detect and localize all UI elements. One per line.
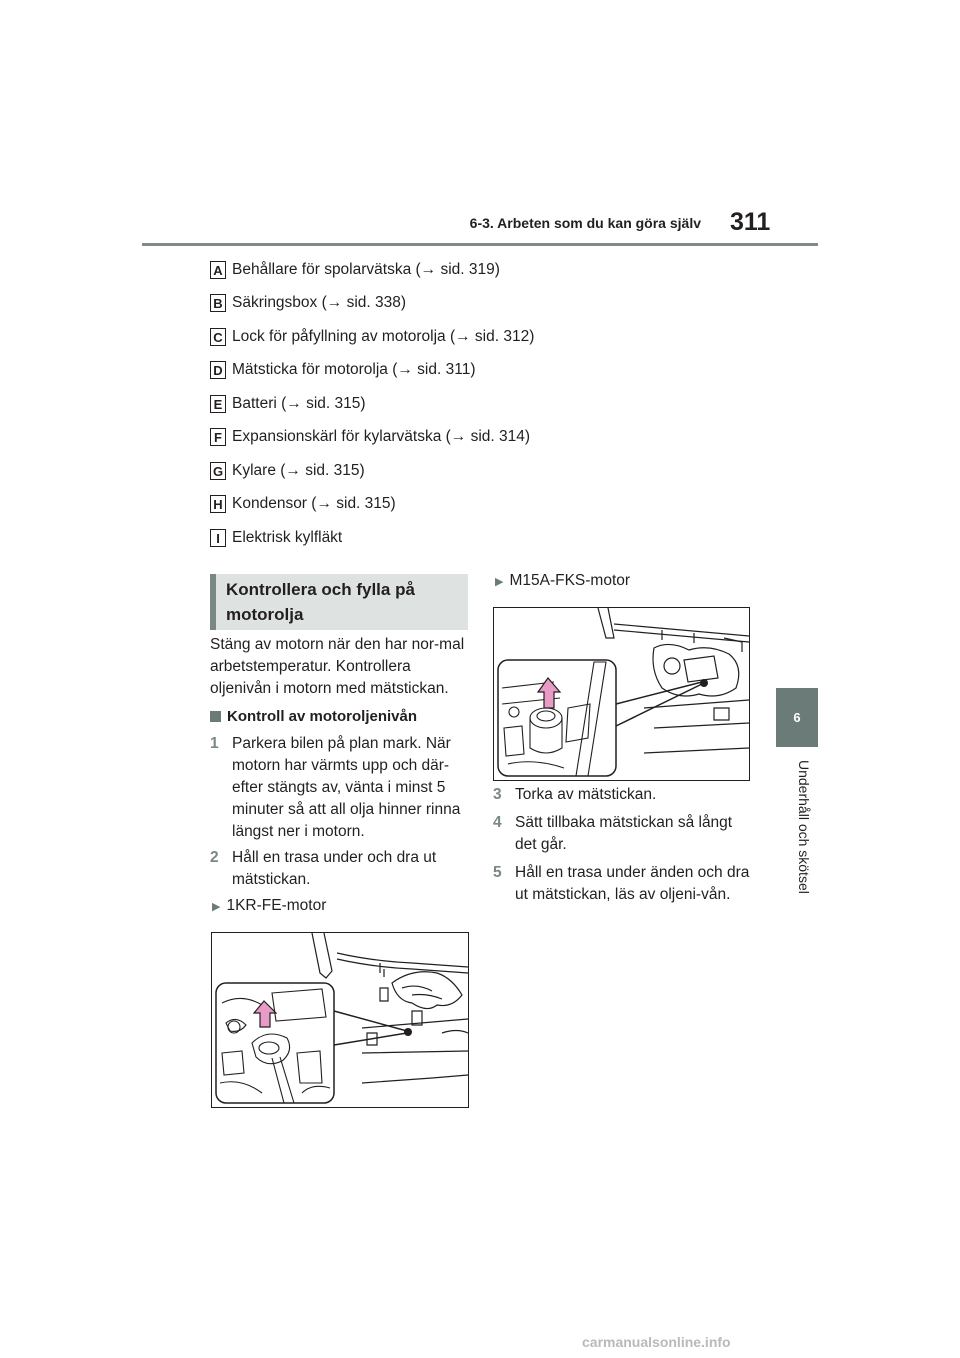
legend-text: Lock för påfyllning av motorolja (→ sid. 312) xyxy=(232,328,535,345)
legend-key: E xyxy=(210,395,226,413)
legend-item-i xyxy=(210,527,342,549)
legend-text: Kylare (→ sid. 315) xyxy=(232,462,365,479)
legend-key: F xyxy=(210,428,226,446)
step-number: 3 xyxy=(493,786,502,803)
legend-item-b xyxy=(210,292,406,314)
legend-key: D xyxy=(210,361,226,379)
legend-item-g xyxy=(210,460,365,482)
legend-text: Kondensor (→ sid. 315) xyxy=(232,495,396,512)
step-text: Parkera bilen på plan mark. När motorn har värmts upp och där-efter stängts av, vänta i minst 5 minuter så att all olja hinner rinna längst ner i motorn. xyxy=(232,735,461,840)
legend-item-h xyxy=(210,493,396,515)
section-heading-line1: Kontrollera och fylla på xyxy=(226,580,415,599)
legend-key: G xyxy=(210,462,226,480)
variant-1kr xyxy=(212,897,326,915)
step-4 xyxy=(493,812,751,856)
intro-paragraph: Stäng av motorn när den har nor-mal arbetstemperatur. Kontrollera oljenivån i motorn med mätstickan. xyxy=(210,636,465,697)
subheading-text: Kontroll av motoroljenivån xyxy=(227,708,418,725)
legend-text: Säkringsbox (→ sid. 338) xyxy=(232,294,407,311)
variant-label: M15A-FKS-motor xyxy=(509,572,631,589)
chapter-label: Underhåll och skötsel xyxy=(796,760,812,894)
section-heading-line2: motorolja xyxy=(226,605,304,624)
legend-item-c xyxy=(210,326,534,348)
figure-1kr-engine xyxy=(211,932,469,1108)
step-3 xyxy=(493,784,751,806)
variant-label: 1KR-FE-motor xyxy=(226,897,327,914)
step-text: Sätt tillbaka mätstickan så långt det går. xyxy=(515,814,733,853)
page-number: 311 xyxy=(730,208,771,236)
variant-m15a xyxy=(495,572,630,590)
legend-key: B xyxy=(210,294,226,312)
legend-key: I xyxy=(210,529,226,547)
legend-item-f xyxy=(210,426,530,448)
figure-m15a-engine xyxy=(493,607,750,781)
legend-key: H xyxy=(210,495,226,513)
legend-text: Behållare för spolarvätska (→ sid. 319) xyxy=(232,261,500,278)
legend-key: C xyxy=(210,328,226,346)
step-2 xyxy=(210,847,466,891)
legend-text: Expansionskärl för kylarvätska (→ sid. 314) xyxy=(232,428,531,445)
header-divider xyxy=(142,243,818,246)
step-1 xyxy=(210,733,466,843)
legend-item-a xyxy=(210,259,500,281)
legend-key: A xyxy=(210,261,226,279)
step-text: Håll en trasa under och dra ut mätstickan. xyxy=(232,849,437,888)
step-number: 1 xyxy=(210,735,219,752)
legend-item-e xyxy=(210,393,366,415)
legend-text: Mätsticka för motorolja (→ sid. 311) xyxy=(232,361,476,378)
section-title: 6-3. Arbeten som du kan göra själv xyxy=(469,215,701,231)
step-5 xyxy=(493,862,751,906)
step-number: 2 xyxy=(210,849,219,866)
watermark: carmanualsonline.info xyxy=(582,1334,731,1350)
step-number: 4 xyxy=(493,814,502,831)
subheading xyxy=(210,708,417,725)
square-bullet-icon xyxy=(210,711,221,722)
legend-text: Elektrisk kylfläkt xyxy=(232,529,343,546)
triangle-bullet-icon: ▶ xyxy=(212,900,221,913)
engine-illustration-1kr xyxy=(212,933,468,1107)
step-text: Håll en trasa under änden och dra ut mätstickan, läs av oljeni-vån. xyxy=(515,864,750,903)
step-number: 5 xyxy=(493,864,502,881)
chapter-tab: 6 xyxy=(776,688,818,747)
legend-text: Batteri (→ sid. 315) xyxy=(232,395,366,412)
legend-item-d xyxy=(210,359,475,381)
triangle-bullet-icon: ▶ xyxy=(495,575,504,588)
engine-illustration-m15a xyxy=(494,608,749,780)
step-text: Torka av mätstickan. xyxy=(515,786,657,803)
section-header xyxy=(210,574,468,630)
